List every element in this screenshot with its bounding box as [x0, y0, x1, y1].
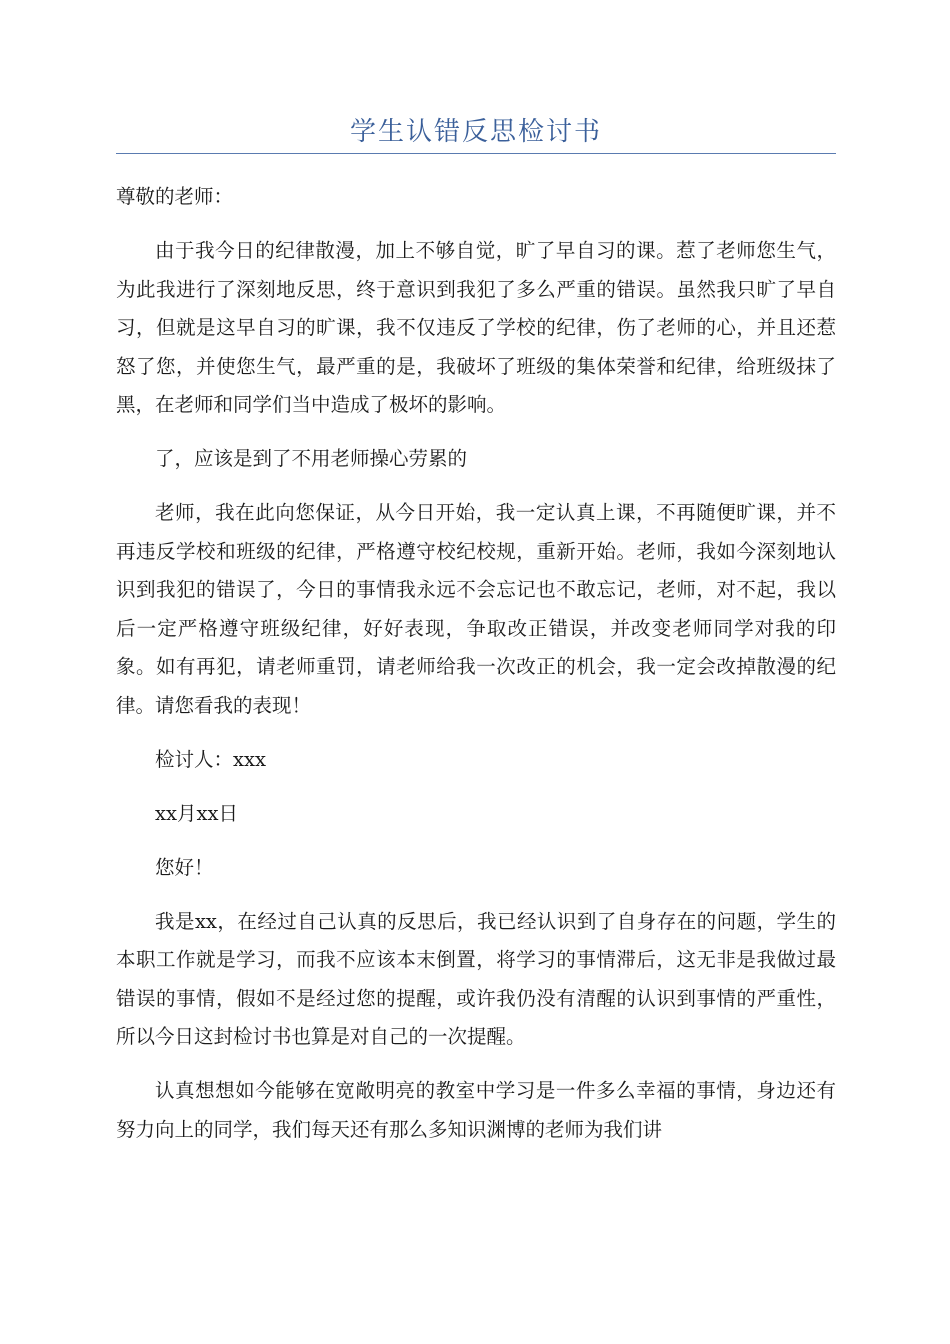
document-title: 学生认错反思检讨书 [349, 117, 602, 147]
signature-author: 检讨人：xxx [155, 747, 266, 771]
salutation: 尊敬的老师： [116, 185, 234, 208]
title-underline [116, 153, 836, 154]
paragraph-promise: 老师，我在此向您保证，从今日开始，我一定认真上课，不再随便旷课，并不再违反学校和班级的纪律，严格遵守校纪校规，重新开始。老师，我如今深刻地认识到我犯的错误了，今日的事情我永远不会忘记也不敢忘记，老师，对不起，我以后一定严格遵守班级纪律，好好表现，争取改正错误，并改变老师同学对我的印象。如有再犯，请老师重罚，请老师给我一次改正的机会，我一定会改掉散漫的纪律。请您看我的表现！ [116, 501, 836, 717]
greeting: 您好！ [155, 855, 214, 879]
signature-date: xx月xx日 [155, 801, 238, 825]
paragraph-reflection: 我是xx，在经过自己认真的反思后，我已经认识到了自身存在的问题，学生的本职工作就是学习，而我不应该本末倒置，将学习的事情滞后，这无非是我做过最错误的事情，假如不是经过您的提醒，或许我仍没有清醒的认识到事情的严重性，所以今日这封检讨书也算是对自己的一次提醒。 [116, 909, 836, 1048]
paragraph-fragment: 了，应该是到了不用老师操心劳累的 [155, 447, 468, 470]
paragraph-gratitude: 认真想想如今能够在宽敞明亮的教室中学习是一件多么幸福的事情，身边还有努力向上的同学，我们每天还有那么多知识渊博的老师为我们讲 [116, 1079, 836, 1141]
document-body [116, 178, 836, 1165]
paragraph-apology: 由于我今日的纪律散漫，加上不够自觉，旷了早自习的课。惹了老师您生气，为此我进行了深刻地反思，终于意识到我犯了多么严重的错误。虽然我只旷了早自习，但就是这早自习的旷课，我不仅违反了学校的纪律，伤了老师的心，并且还惹怒了您，并使您生气，最严重的是，我破坏了班级的集体荣誉和纪律，给班级抹了黑，在老师和同学们当中造成了极坏的影响。 [116, 239, 836, 416]
